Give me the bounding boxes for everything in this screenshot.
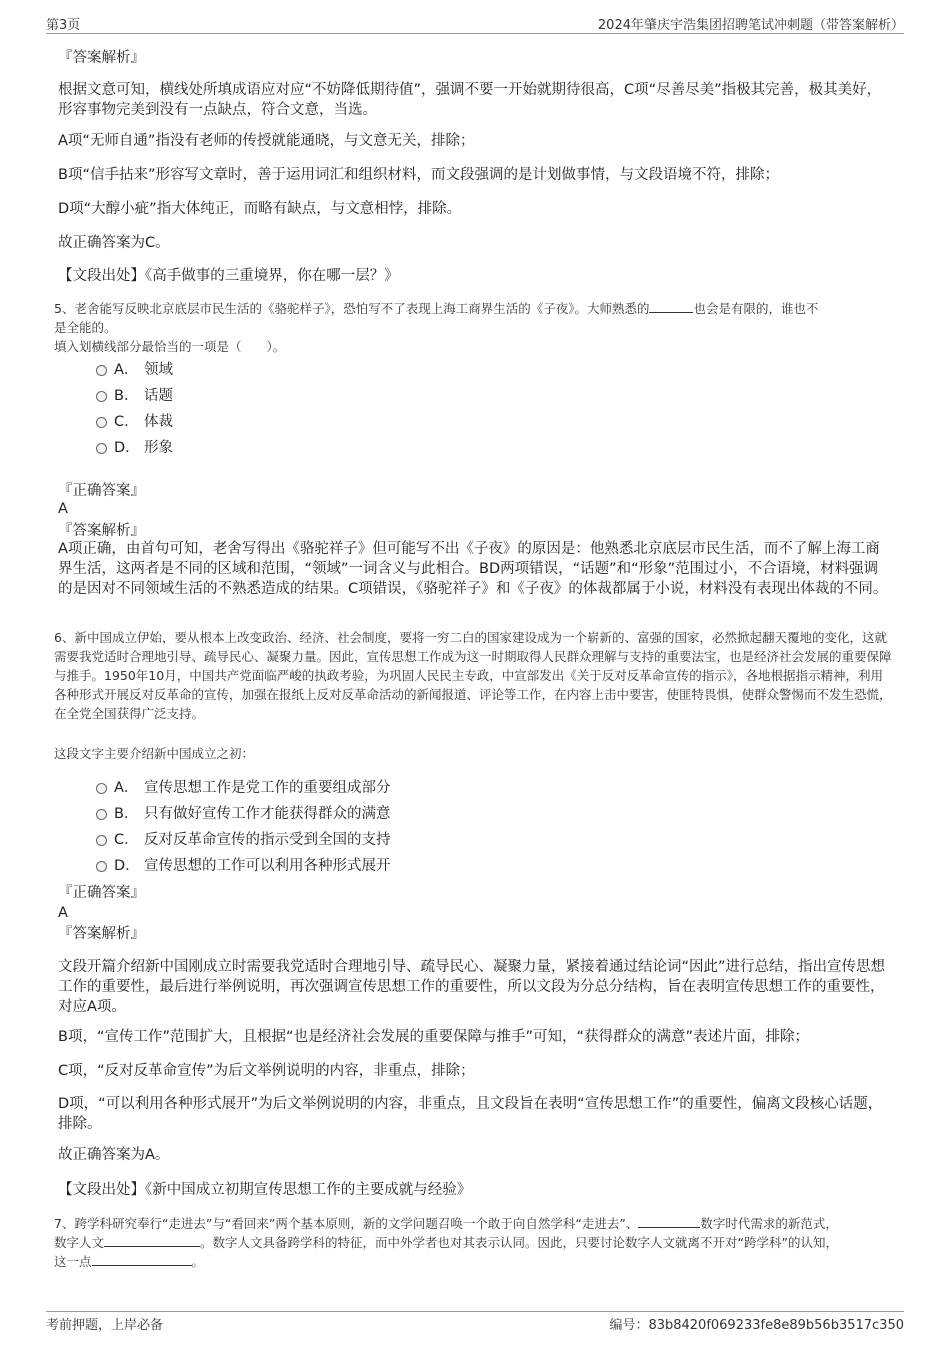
q5-option-d[interactable]: [96, 437, 696, 459]
q6-analysis-p2: B项，“宣传工作”范围扩大，且根据“也是经济社会发展的重要保障与推手”可知，“获得群众的满意”表述片面，排除；: [58, 1029, 810, 1045]
q4-source: 【文段出处】《高手做事的三重境界，你在哪一层？》: [58, 268, 399, 284]
page-footer: [46, 1314, 904, 1332]
q6-analysis-p4: D项，“可以利用各种形式展开”为后文举例说明的内容，非重点，且文段旨在表明“宣传思想工作”的重要性，偏离文段核心话题，排除。: [58, 1096, 883, 1132]
q6-prompt: 这段文字主要介绍新中国成立之初：: [54, 746, 255, 761]
q5-prompt: 填入划横线部分最恰当的一项是（ ）。: [54, 339, 286, 354]
radio-icon[interactable]: [96, 809, 107, 820]
q5-correct-label: 『正确答案』: [58, 483, 145, 499]
q5-stem-line1-end: 也会是有限的，谁也不: [693, 301, 819, 316]
q7-line2: 。数字人文具备跨学科的特征，而中外学者也对其表示认同。因此，只要讨论数字人文就离不开对“跨学科”的认知，: [200, 1235, 838, 1250]
radio-icon[interactable]: [96, 443, 107, 454]
q6-source: 【文段出处】《新中国成立初期宣传思想工作的主要成就与经验》: [58, 1182, 472, 1198]
q6-analysis-label: 『答案解析』: [58, 926, 145, 942]
radio-icon[interactable]: [96, 365, 107, 376]
q6-analysis-p1: 文段开篇介绍新中国刚成立时需要我党适时合理地引导、疏导民心、凝聚力量，紧接着通过结论词“因此”进行总结，指出宣传思想工作的重要性，最后进行举例说明，再次强调宣传思想工作的重要性，所以文段为分总分结构，旨在表明宣传思想工作的重要性，对应A项。: [58, 959, 886, 1015]
q4-analysis-p2: A项“无师自通”指没有老师的传授就能通晓，与文意无关，排除；: [58, 133, 475, 149]
q6-option-a[interactable]: [96, 777, 696, 799]
q7-blank-1: [638, 1215, 700, 1228]
option-text: 只有做好宣传工作才能获得群众的满意: [144, 806, 391, 822]
q5-stem-line2: 是全能的。: [54, 320, 117, 335]
q7-blank-2: [104, 1234, 200, 1247]
q4-analysis-p1: 根据文意可知，横线处所填成语应对应“不妨降低期待值”，强调不要一开始就期待很高，C项“尽善尽美”指极其完善，极其美好，形容事物完美到没有一点缺点，符合文意，当选。: [58, 82, 882, 118]
radio-icon[interactable]: [96, 391, 107, 402]
q5-stem-line1: 5、老舍能写反映北京底层市民生活的《骆驼样子》，恐怕写不了表现上海工商界生活的《子夜》。大师熟悉的: [54, 301, 650, 316]
radio-icon[interactable]: [96, 861, 107, 872]
option-text: 宣传思想的工作可以利用各种形式展开: [144, 858, 391, 874]
q6-analysis-p3: C项，“反对反革命宣传”为后文举例说明的内容，非重点，排除；: [58, 1063, 475, 1079]
option-letter: A．: [114, 362, 139, 378]
q4-conclusion: 故正确答案为C。: [58, 235, 170, 251]
option-letter: D．: [114, 858, 140, 874]
header-divider: [46, 33, 904, 34]
option-letter: C．: [114, 832, 139, 848]
q6-answer: A: [58, 905, 68, 921]
radio-icon[interactable]: [96, 835, 107, 846]
footer-doc-code: 编号：83b8420f069233fe8e89b56b3517c350: [609, 1318, 904, 1333]
page-number-label: 第3页: [46, 18, 81, 33]
q6-conclusion: 故正确答案为A。: [58, 1147, 170, 1163]
q4-analysis-p3: B项“信手拈来”形容写文章时，善于运用词汇和组织材料，而文段强调的是计划做事情，与文段语境不符，排除；: [58, 167, 779, 183]
footer-divider: [46, 1311, 904, 1312]
q4-analysis-p4: D项“大醇小疵”指大体纯正，而略有缺点，与文意相悖，排除。: [58, 201, 462, 217]
document-title: 2024年肇庆宇浩集团招聘笔试冲刺题（带答案解析）: [597, 18, 904, 33]
q5-stem: [54, 299, 892, 356]
q5-option-c[interactable]: [96, 411, 696, 433]
radio-icon[interactable]: [96, 783, 107, 794]
footer-slogan: 考前押题，上岸必备: [46, 1318, 164, 1333]
q5-blank: [649, 300, 693, 313]
q4-analysis-label: 『答案解析』: [58, 50, 145, 66]
option-letter: A．: [114, 780, 139, 796]
option-letter: B．: [114, 806, 139, 822]
page-header: [46, 14, 904, 32]
q7-stem: [54, 1214, 892, 1271]
q5-analysis: A项正确，由首句可知，老舍写得出《骆驼祥子》但可能写不出《子夜》的原因是：他熟悉北京底层市民生活，而不了解上海工商界生活，这两者是不同的区域和范围，“领域”一词含义与此相合。BD两项错误，“话题”和“形象”范围过小，不合语境，材料强调的是因对不同领域生活的不熟悉造成的结果。C项错误，《骆驼祥子》和《子夜》的体裁都属于小说，材料没有表现出体裁的不同。: [58, 541, 888, 597]
q7-line2-start: 数字人文: [54, 1235, 105, 1250]
q6-correct-label: 『正确答案』: [58, 885, 145, 901]
option-text: 形象: [144, 440, 173, 456]
q5-option-a[interactable]: [96, 359, 696, 381]
option-text: 话题: [144, 388, 173, 404]
q7-line1: 7、跨学科研究奉行“走进去”与“看回来”两个基本原则，新的文学问题召唤一个敢于向自然学科“走进去”、: [54, 1216, 639, 1231]
q6-option-c[interactable]: [96, 829, 696, 851]
q6-option-d[interactable]: [96, 855, 696, 877]
option-text: 领域: [144, 362, 173, 378]
option-letter: B．: [114, 388, 139, 404]
q5-option-b[interactable]: [96, 385, 696, 407]
q7-blank-3: [92, 1253, 192, 1266]
option-letter: D．: [114, 440, 140, 456]
q5-answer: A: [58, 501, 68, 517]
option-text: 反对反革命宣传的指示受到全国的支持: [144, 832, 391, 848]
q7-line3-start: 这一点: [54, 1254, 92, 1269]
option-text: 体裁: [144, 414, 173, 430]
q7-line3-end: 。: [191, 1254, 205, 1269]
q7-line1-end: 数字时代需求的新范式，: [700, 1216, 838, 1231]
option-text: 宣传思想工作是党工作的重要组成部分: [144, 780, 391, 796]
q6-stem: 6、新中国成立伊始，要从根本上改变政治、经济、社会制度，要将一穷二白的国家建设成为一个崭新的、富强的国家，必然掀起翻天覆地的变化，这就需要我党适时合理地引导、疏导民心、凝聚力量。因此，宣传思想工作成为这一时期取得人民群众理解与支持的重要法宝，也是经济社会发展的重要保障与推手。1950年10月，中国共产党面临严峻的执政考验，为巩固人民民主专政，中宣部发出《关于反对反革命宣传的指示》，各地根据指示精神，利用各种形式开展反对反革命的宣传，加强在报纸上反对反革命活动的新闻报道、评论等工作，在内容上击中要害，使匪特畏惧，使群众警惕而不发生恐慌，在全党全国获得广泛支持。: [54, 630, 892, 721]
q6-option-b[interactable]: [96, 803, 696, 825]
option-letter: C．: [114, 414, 139, 430]
radio-icon[interactable]: [96, 417, 107, 428]
q5-analysis-label: 『答案解析』: [58, 523, 145, 539]
